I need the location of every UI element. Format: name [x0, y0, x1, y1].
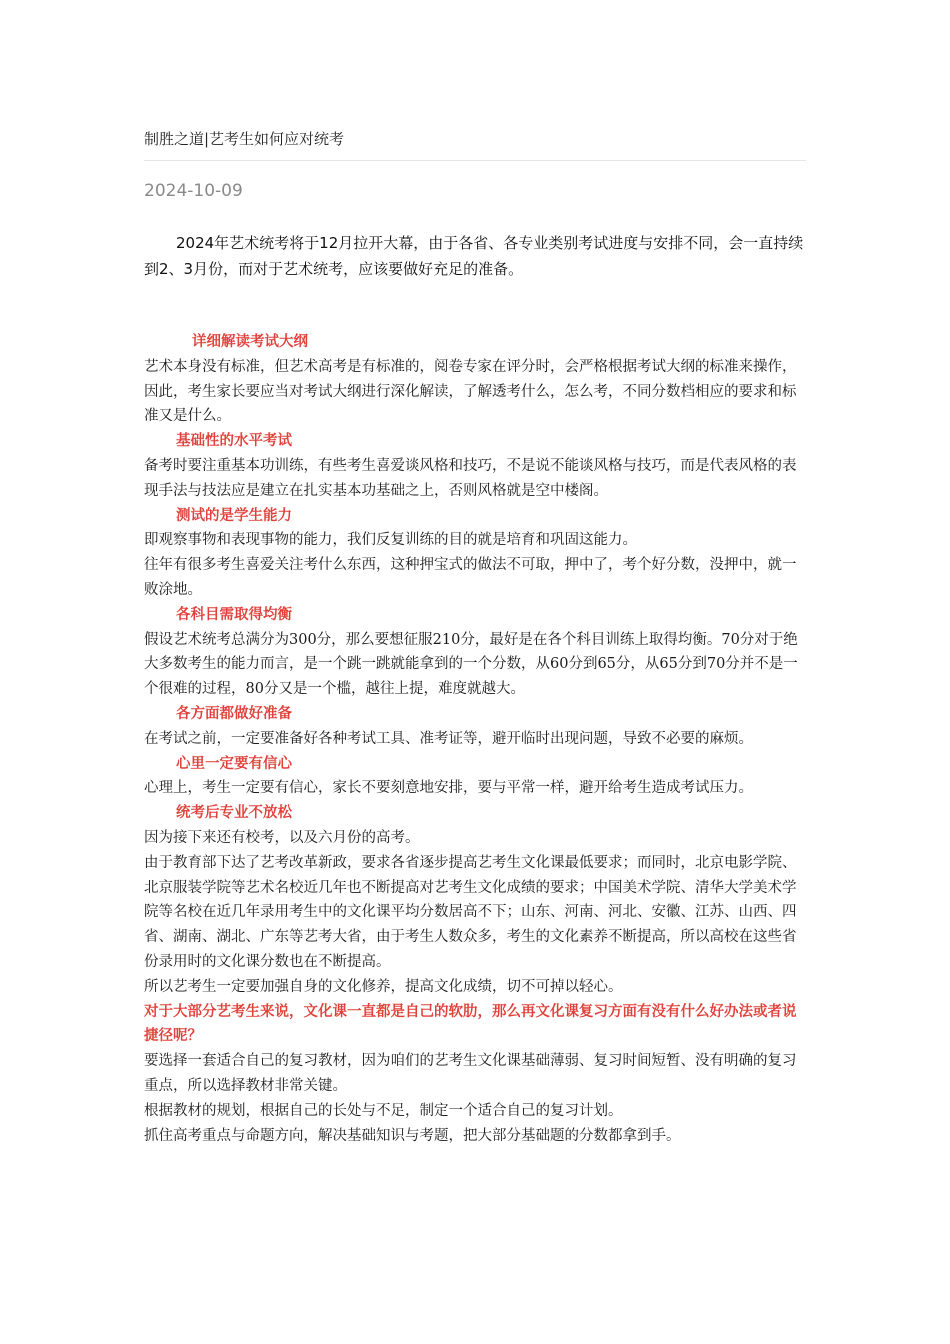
- paragraph: 因为接下来还有校考，以及六月份的高考。: [144, 829, 420, 846]
- section-heading: 详细解读考试大纲: [192, 334, 308, 350]
- paragraph: 抓住高考重点与命题方向，解决基础知识与考题，把大部分基础题的分数都拿到手。: [144, 1127, 681, 1144]
- section-heading: 各方面都做好准备: [176, 705, 292, 722]
- paragraph: 往年有很多考生喜爱关注考什么东西，这种押宝式的做法不可取，押中了，考个好分数，没押中，就一败涂地。: [144, 557, 797, 598]
- paragraph: 所以艺考生一定要加强自身的文化修养，提高文化成绩，切不可掉以轻心。: [144, 978, 623, 995]
- paragraph: 假设艺术统考总满分为300分，那么要想征服210分，最好是在各个科目训练上取得均衡。70分对于绝大多数考生的能力而言，是一个跳一跳就能拿到的一个分数，从60分到65分，从65分到70分并不是一个很难的过程，80分又是一个槛，越往上提，难度就越大。: [144, 631, 798, 698]
- section-heading: 心里一定要有信心: [176, 755, 292, 772]
- paragraph: 要选择一套适合自己的复习教材，因为咱们的艺考生文化课基础薄弱、复习时间短暂、没有明确的复习重点，所以选择教材非常关键。: [144, 1053, 797, 1094]
- article-title: 制胜之道|艺考生如何应对统考: [144, 130, 345, 148]
- paragraph: 由于教育部下达了艺考改革新政，要求各省逐步提高艺考生文化课最低要求；而同时，北京电影学院、北京服装学院等艺术名校近几年也不断提高对艺考生文化成绩的要求；中国美术学院、清华大学美术学院等名校在近几年录用考生中的文化课平均分数居高不下；山东、河南、河北、安徽、江苏、山西、四省、湖南、湖北、广东等艺考大省，由于考生人数众多，考生的文化素养不断提高，所以高校在这些省份录用时的文化课分数也在不断提高。: [144, 854, 797, 970]
- section-heading: 测试的是学生能力: [176, 507, 292, 524]
- paragraph: 根据教材的规划，根据自己的长处与不足，制定一个适合自己的复习计划。: [144, 1102, 623, 1119]
- section-heading: 统考后专业不放松: [176, 805, 292, 822]
- paragraph: 在考试之前，一定要准备好各种考试工具、准考证等，避开临时出现问题，导致不必要的麻烦。: [144, 730, 753, 747]
- article-date: 2024-10-09: [144, 181, 243, 201]
- paragraph: 艺术本身没有标准，但艺术高考是有标准的，阅卷专家在评分时，会严格根据考试大纲的标准来操作，因此，考生家长要应当对考试大纲进行深化解读，了解透考什么，怎么考，不同分数档相应的要求和标准又是什么。: [144, 358, 797, 425]
- section-heading: 基础性的水平考试: [176, 433, 292, 450]
- paragraph: 心理上，考生一定要有信心，家长不要刻意地安排，要与平常一样，避开给考生造成考试压力。: [144, 780, 753, 797]
- intro-paragraph: 2024年艺术统考将于12月拉开大幕，由于各省、各专业类别考试进度与安排不同，会一直持续到2、3月份，而对于艺术统考，应该要做好充足的准备。: [144, 234, 804, 278]
- question-heading: 对于大部分艺考生来说，文化课一直都是自己的软肋，那么再文化课复习方面有没有什么好办法或者说捷径呢？: [144, 1003, 797, 1045]
- article-body: [144, 330, 806, 1148]
- paragraph: 备考时要注重基本功训练，有些考生喜爱谈风格和技巧，不是说不能谈风格与技巧，而是代表风格的表现手法与技法应是建立在扎实基本功基础之上，否则风格就是空中楼阁。: [144, 457, 797, 499]
- section-heading: 各科目需取得均衡: [176, 606, 292, 623]
- title-divider: [144, 160, 806, 161]
- paragraph: 即观察事物和表现事物的能力，我们反复训练的目的就是培育和巩固这能力。: [144, 532, 637, 549]
